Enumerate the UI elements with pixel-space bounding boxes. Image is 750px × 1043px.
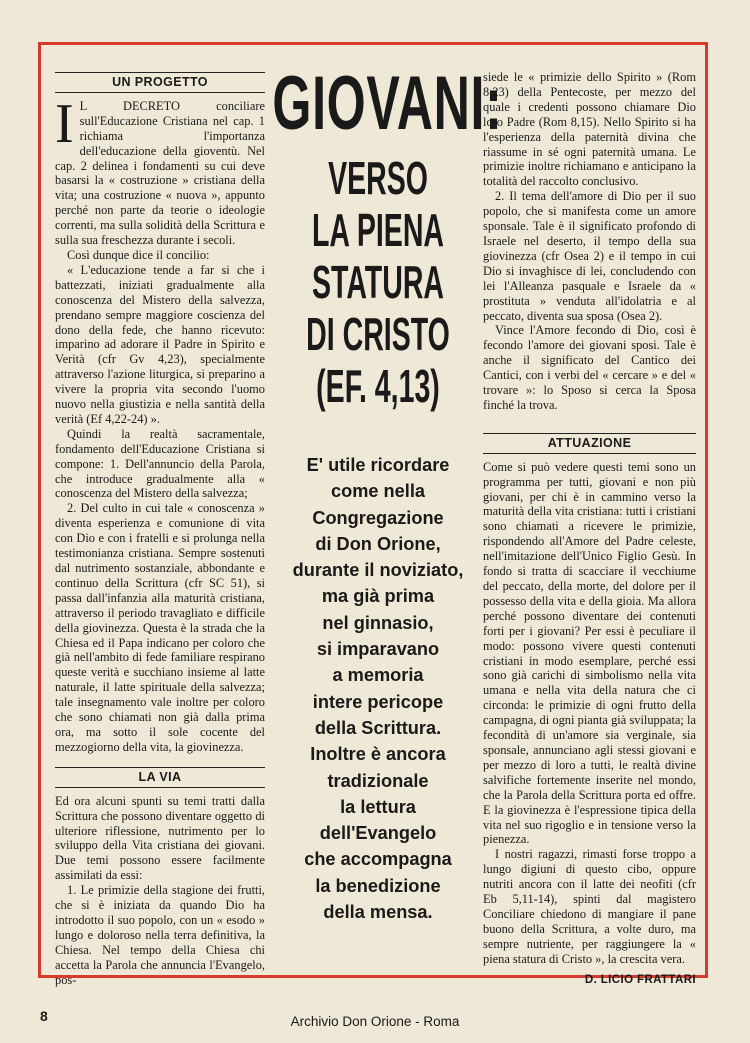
heading-attuazione: ATTUAZIONE (483, 433, 696, 454)
heading-la-via: LA VIA (55, 767, 265, 788)
intro-line: la benedizione (315, 875, 441, 896)
intro-line: intere pericope (312, 691, 444, 712)
intro-line: si imparavano (316, 639, 440, 660)
left-paragraph: Così dunque dice il concilio: (67, 247, 210, 262)
author-signature: D. LICIO FRATTARI (584, 973, 696, 986)
intro-line: della mensa. (323, 902, 433, 923)
middle-column (272, 61, 503, 925)
left-paragraph: Quindi la realtà sacramentale, fondamento dell'Educazione Cristiana si compone: 1. Dell'annuncio della Parola, che introduce gradualmente alla « conoscenza del Mistero della salvezza; (55, 426, 265, 501)
intro-line: dell'Evangelo (319, 823, 437, 844)
subtitle-line: STATURA (311, 256, 445, 308)
intro-line: della Scrittura. (314, 717, 442, 738)
right-paragraph: Come si può vedere questi temi sono un programma per tutti, giovani e non più giovani, per chi è in cammino verso la maturità della vita cristiana: tutti i cristiani sono chiamati a ricevere le primizie, rispondendo all'Amore del Padre celeste, nell'imitazione dell'Unico Figlio Gesù. In fondo si tratta di scacciare il vecchiume del peccato, della morte, del dolore per il possesso della vita e della gioia. Ma allora perché possono diventare dei contenuti forti per i giovani? Per essi è peculiare il modo: possono vivere questi contenuti cristiani in modo esemplare, perché essi sono già carichi di simbolismo nella vita umana e nella vita della natura che ci circonda: le primizie di ogni frutto della campagna, di ogni pianta già sviluppata; la fecondità di un'amore sia verginale, sia sponsale, annunciano agli stessi giovani e per mezzo di loro a tutti, le realtà divine salvifiche fortemente inserite nel mondo, che la Parola della Scrittura porta ed offre. E la giovinezza è l'espressione tipica della vita nel suo rigoglio e in tensione verso la pienezza. (483, 459, 696, 847)
intro-line: Inoltre è ancora (310, 744, 446, 765)
intro-line: che accompagna (304, 849, 452, 870)
subtitle-line: VERSO (328, 152, 428, 204)
left-paragraph: 2. Del culto in cui tale « conoscenza » diventa esperienza e comunione di vita con Dio e con i fratelli e si prolunga nella testimonianza cristiana. Sempre sostenuti dal nutrimento sostanziale, abbondante e continuo della Scrittura (cfr SC 51), si passa dall'infanzia alla maturità cristiana, attraverso il periodo travagliato e difficile della giovinezza. Questa è la strada che la Chiesa ed il Papa indicano per coloro che già nell'ambito di fede familiare respirano queste verità e succhiano insieme al latte naturale, il latte spirituale della salvezza; tale insegnamento vale inoltre per coloro che sono chiamati non già dalla prima ora, ma sotto il sole cocente del mezzogiorno della vita, la giovinezza. (55, 501, 265, 754)
left-paragraph: 1. Le primizie della stagione dei frutti, che si è iniziata da quando Dio ha introdotto il suo popolo, con un « esodo » lungo e doloroso nella terra definitiva, la Chiesa. Nel tempo della Chiesa chi accetta la Parola che annuncia l'Evangelo, pos- (55, 883, 265, 987)
page-number: 8 (40, 1008, 48, 1024)
intro-line: tradizionale (327, 770, 429, 791)
drop-cap: I (55, 92, 74, 155)
right-paragraph: siede le « primizie dello Spirito » (Rom 8,23) della Pentecoste, per mezzo del quale i credenti possono chiamare Dio loro Padre (Rom 8,15). Nello Spirito si ha l'esperienza della paternità divina che riassume in sé ogni paternità umana. Le primizie inoltre richiamano e anticipano la totalità del raccolto conclusivo. (483, 70, 696, 189)
intro-line: Congregazione (312, 507, 444, 528)
main-title: GIOVANI: (272, 61, 503, 146)
left-paragraph: I L DECRETO conciliare sull'Educazione Cristiana nel cap. 1 richiama l'importanza dell'educazione della gioventù. Nel cap. 2 delinea i fondamenti su cui deve basarsi la « costruzione » cristiana della vita; una costruzione « nuova », appunto perché non parte da teorie o ideologie correnti, ma sulla solidità della Scrittura e sulla sua freschezza durante i secoli. (55, 92, 265, 248)
left-paragraph: Ed ora alcuni spunti su temi tratti dalla Scrittura che possono diventare oggetto di ulteriore riflessione, nutrimento per lo sviluppo della Vita cristiana dei giovani. Due temi possono essere facilmente assimilati da essi: (55, 793, 265, 883)
subtitle-line: LA PIENA (311, 204, 445, 256)
heading-un-progetto: UN PROGETTO (55, 72, 265, 93)
intro-line: di Don Orione, (315, 533, 441, 554)
intro-line: ma già prima (321, 586, 435, 607)
left-column (55, 62, 265, 987)
left-paragraph: « L'educazione tende a far si che i battezzati, iniziati gradualmente alla conoscenza del Mistero della salvezza, prendano sempre maggiore coscienza del dono della fede, che hanno ricevuto: imparino ad adorare il Padre in Spirito e Verità (cfr Gv 4,23), specialmente attraverso l'azione liturgica, si preparino a vivere la propria vita secondo l'uomo nuovo nella giustizia e nella santità della verità (Ef 4,22-24) ». (55, 262, 265, 426)
intro-line: durante il noviziato, (292, 560, 464, 581)
intro-line: la lettura (340, 796, 416, 817)
right-column (483, 70, 696, 987)
archive-caption: Archivio Don Orione - Roma (290, 1014, 460, 1029)
intro-callout (278, 452, 478, 925)
subtitle-line: DI CRISTO (306, 308, 450, 360)
right-paragraph: 2. Il tema dell'amore di Dio per il suo popolo, che si manifesta come un amore sponsale. Tale è il significato profondo di Israele nel deserto, il tempo della sua giovinezza (cfr Osea 2) e il tempo in cui Dio si invaghisce di lei, concludendo con lei l'Alleanza pasquale e Israele da « prostituta » venduta all'idolatria e al peccato, diventa sua sposa (Osea 2). (483, 189, 696, 323)
subtitle (278, 152, 478, 412)
intro-line: come nella (330, 481, 425, 502)
right-paragraph: Vince l'Amore fecondo di Dio, così è fecondo l'amore dei giovani sposi. Tale è anche il significato del Cantico dei Cantici, con i verbi del « cercare » e del « trovare »: lo Sposo si cerca la Sposa finché la trova. (483, 323, 696, 412)
subtitle-line: (EF. 4,13) (316, 360, 440, 412)
intro-line: a memoria (332, 665, 424, 686)
intro-line: nel ginnasio, (322, 612, 434, 633)
right-paragraph: I nostri ragazzi, rimasti forse troppo a lungo digiuni di questo cibo, oppure nutriti ancora con il latte dei neofiti (cfr Eb 5,11-14), spinti dal magistero Conciliare chiedono di mangiare il pane buono della Scrittura, a volte duro, ma sempre nutriente, per raggiungere la « piena statura di Cristo », la crescita vera. (483, 847, 696, 966)
intro-line: E' utile ricordare (306, 455, 450, 475)
